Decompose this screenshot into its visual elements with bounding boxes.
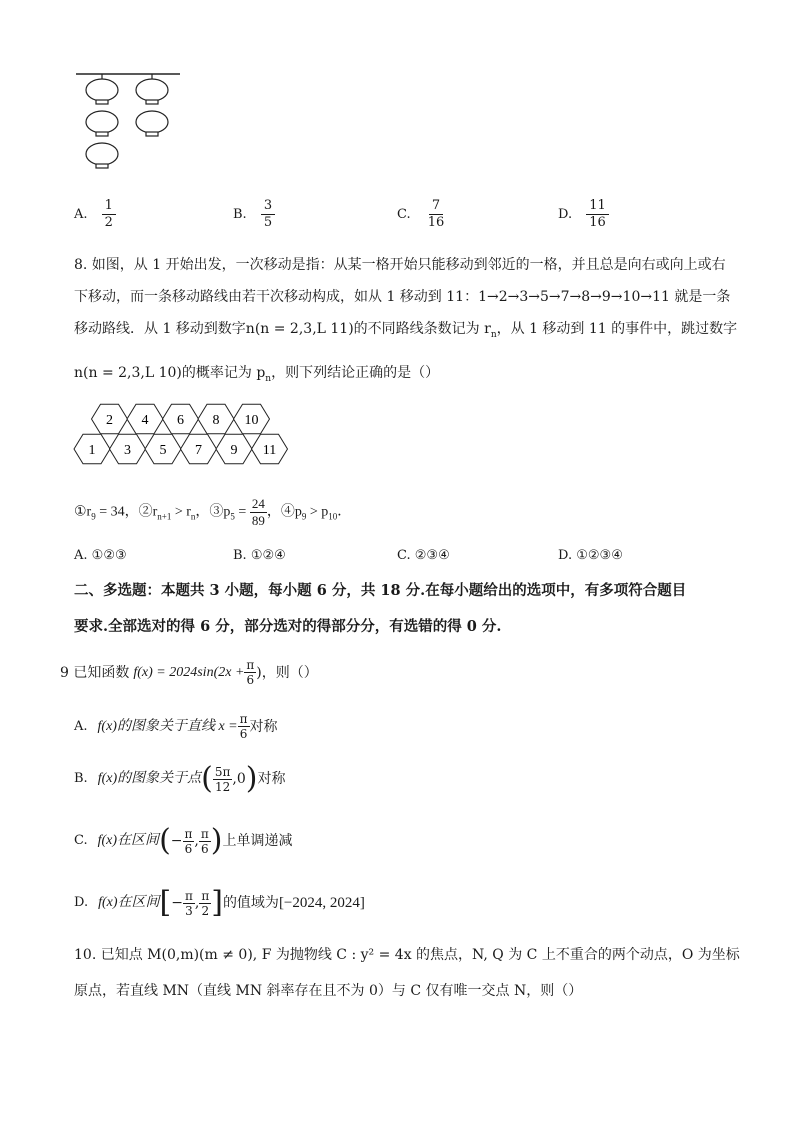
right-bracket: ] <box>211 885 223 920</box>
comma: , <box>194 895 200 911</box>
q7-option-d: D. $\frac{11}{16}$ <box>558 198 609 231</box>
q10-line-2: 原点，若直线 MN（直线 MN 斜率存在且不为 0）与 C 仅有唯一交点 N，则（） <box>74 983 583 999</box>
hex-cell-8-label: 8 <box>212 413 220 428</box>
fraction: $\frac{\pi}{6}$ <box>184 826 193 856</box>
section-heading-line-1: 二、多选题：本题共 3 小题，每小题 6 分，共 18 分.在每小题给出的选项中，有多项符合题目 <box>74 582 687 599</box>
right-paren: ) <box>210 823 223 858</box>
hex-cell-7-label: 7 <box>195 443 202 458</box>
q8-line-3: 移动路线．从 1 移动到数字n(n = 2,3,L 11)的不同路线条数记为 $r_n$，从 1 移动到 11 的事件中，跳过数字 <box>74 321 738 340</box>
hex-cell-3-label: 3 <box>124 443 131 458</box>
q7-option-a: A. $\frac{1}{2}$ <box>74 198 116 231</box>
fraction: π 2 <box>201 888 210 918</box>
fraction: $\frac{11}{16}$ <box>586 198 609 231</box>
fraction: $\frac{1}{2}$ <box>102 198 116 231</box>
q9-option-c: C. f(x)在区间 ( − $\frac{\pi}{6}$ , π 6 ) 上单调递减 <box>74 823 293 858</box>
hex-cell-1-label: 1 <box>88 443 96 458</box>
q8-option-c: C. ②③④ <box>397 548 450 563</box>
q8-line-4: n(n = 2,3,L 10)的概率记为 $p_n$，则下列结论正确的是（） <box>74 365 440 384</box>
fraction: $\frac{\pi}{6}$ <box>239 712 248 741</box>
hex-cell-11-label: 11 <box>262 443 277 458</box>
fraction: $\frac{7}{16}$ <box>427 198 445 230</box>
q8-statements: $①r_9 = 34$，$②r_{n+1} > r_n$，$③p_5$ = $\frac{24}{89}$ ，$④p_9 > p_{10}$． <box>74 496 352 528</box>
q8-line-1: 8. 如图，从 1 开始出发，一次移动是指：从某一格开始只能移动到邻近的一格，并且总是向右或向上或右 <box>74 257 726 273</box>
fraction: π 6 <box>200 826 209 856</box>
q8-option-b: B. ①②④ <box>233 548 286 563</box>
fraction: $\frac{\pi}{6}$ <box>246 658 255 687</box>
fraction: $\frac{3}{5}$ <box>261 198 275 231</box>
lantern-figure <box>74 70 184 180</box>
hexagon-grid-figure <box>72 398 290 470</box>
fraction: $\frac{\pi}{3}$ <box>184 888 193 918</box>
hex-cell-5-label: 5 <box>159 443 167 458</box>
left-bracket: [ <box>159 885 172 920</box>
q7-option-c: C. $\frac{7}{16}$ <box>397 198 447 231</box>
right-paren: ) <box>245 761 258 796</box>
q9-stem: 9 已知函数 f(x) = 2024sin(2x + $\frac{\pi}{6}$ )，则（） <box>60 658 318 687</box>
left-paren: ( <box>201 761 213 796</box>
q9-option-a: A. f(x)的图象关于直线 x = $\frac{\pi}{6}$ 对称 <box>74 712 278 741</box>
q8-option-d: D. ①②③④ <box>558 548 623 563</box>
left-paren: ( <box>159 823 171 858</box>
section-heading-line-2: 要求.全部选对的得 6 分，部分选对的得部分分，有选错的得 0 分. <box>74 618 502 635</box>
comma: , <box>194 833 199 849</box>
minus-sign: − <box>171 895 183 911</box>
q8-option-a: A. ①②③ <box>74 548 127 563</box>
q7-option-b: B. $\frac{3}{5}$ <box>233 198 275 231</box>
minus-sign: − <box>170 833 183 849</box>
fraction: $\frac{24}{89}$ <box>251 496 265 528</box>
hex-cell-6-label: 6 <box>177 413 184 428</box>
hex-cell-9-label: 9 <box>230 443 238 458</box>
q8-line-2: 下移动，而一条移动路线由若干次移动构成，如从 1 移动到 11：1→2→3→5→7→8→9→10→11 就是一条 <box>74 289 731 305</box>
q10-line-1: 10. 已知点 M(0,m)(m ≠ 0), F 为抛物线 C : y² = 4x 的焦点，N, Q 为 C 上不重合的两个动点，O 为坐标 <box>74 947 740 963</box>
hex-cell-10-label: 10 <box>244 413 259 428</box>
hex-cell-2-label: 2 <box>106 413 113 428</box>
fraction: 5π 12 <box>214 764 231 794</box>
q9-option-b: B. f(x)的图象关于点 ( 5π 12 ,0 ) 对称 <box>74 761 286 796</box>
hex-cell-4-label: 4 <box>141 413 149 428</box>
q9-option-d: D. f(x)在区间 [ − $\frac{\pi}{3}$ , π 2 ] 的值域为 [−2024, 2024] <box>74 885 365 920</box>
